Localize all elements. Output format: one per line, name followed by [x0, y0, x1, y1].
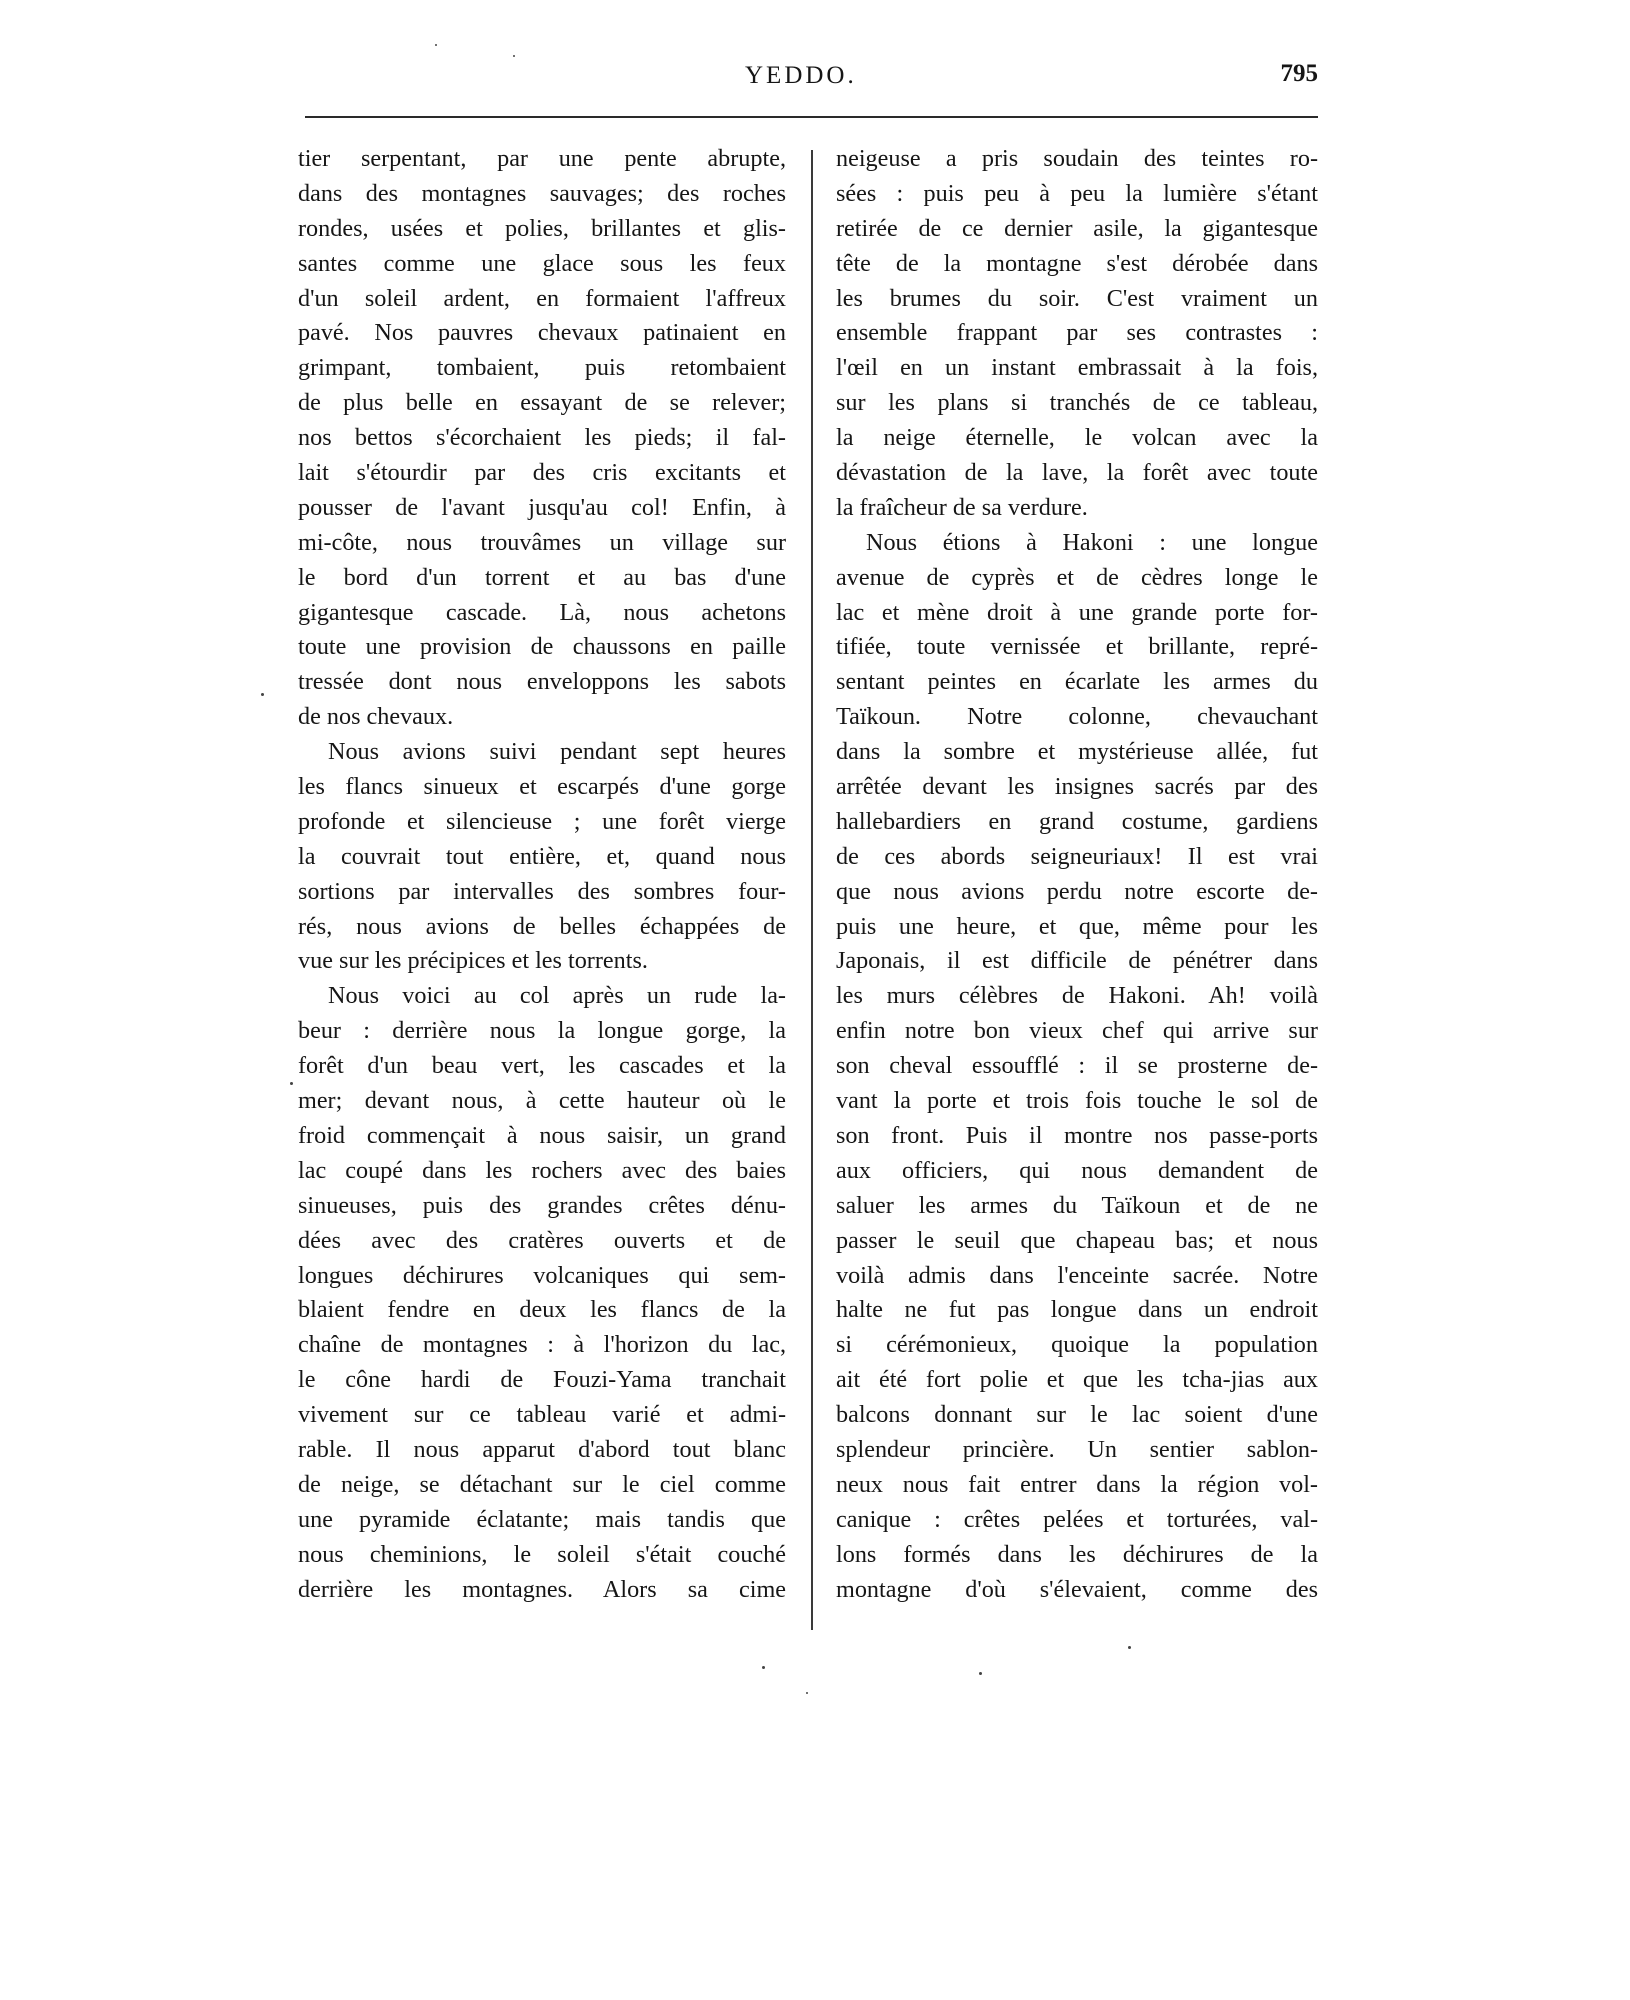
left-column	[298, 142, 786, 1607]
text-line: Taïkoun. Notre colonne, chevauchant	[836, 703, 1318, 731]
text-line: saluer les armes du Taïkoun et de ne	[836, 1191, 1318, 1219]
text-line: forêt d'un beau vert, les cascades et la	[298, 1052, 786, 1080]
text-line: rés, nous avions de belles échappées de	[298, 912, 786, 940]
text-line: la fraîcheur de sa verdure.	[836, 493, 1088, 521]
text-line: voilà admis dans l'enceinte sacrée. Notre	[836, 1261, 1318, 1289]
text-line: longues déchirures volcaniques qui sem-	[298, 1261, 786, 1289]
text-line: ait été fort polie et que les tcha-jias aux	[836, 1366, 1318, 1394]
text-line: enfin notre bon vieux chef qui arrive sur	[836, 1017, 1318, 1045]
text-line: toute une provision de chaussons en paille	[298, 633, 786, 661]
text-line: santes comme une glace sous les feux	[298, 249, 786, 277]
text-line: blaient fendre en deux les flancs de la	[298, 1296, 786, 1324]
text-line: avenue de cyprès et de cèdres longe le	[836, 563, 1318, 591]
text-line: la neige éternelle, le volcan avec la	[836, 424, 1318, 452]
text-line: son front. Puis il montre nos passe-ports	[836, 1121, 1318, 1149]
scan-speck	[806, 1692, 808, 1694]
text-line: gigantesque cascade. Là, nous achetons	[298, 598, 786, 626]
text-line: lac et mène droit à une grande porte for-	[836, 598, 1318, 626]
text-line: balcons donnant sur le lac soient d'une	[836, 1401, 1318, 1429]
text-line: aux officiers, qui nous demandent de	[836, 1156, 1318, 1184]
text-line: lac coupé dans les rochers avec des baies	[298, 1156, 786, 1184]
column-divider	[811, 150, 813, 1630]
text-line: Nous étions à Hakoni : une longue	[866, 528, 1318, 556]
text-line: mer; devant nous, à cette hauteur où le	[298, 1087, 786, 1115]
text-line: pavé. Nos pauvres chevaux patinaient en	[298, 319, 786, 347]
page-number: 795	[1280, 60, 1318, 87]
text-line: les murs célèbres de Hakoni. Ah! voilà	[836, 982, 1318, 1010]
text-line: le bord d'un torrent et au bas d'une	[298, 563, 786, 591]
running-title: YEDDO.	[745, 62, 857, 89]
text-line: nos bettos s'écorchaient les pieds; il fal-	[298, 424, 786, 452]
text-line: l'œil en un instant embrassait à la fois,	[836, 354, 1318, 382]
scan-speck	[979, 1672, 982, 1675]
text-line: sortions par intervalles des sombres four-	[298, 877, 786, 905]
text-line: chaîne de montagnes : à l'horizon du lac,	[298, 1331, 786, 1359]
text-line: Nous avions suivi pendant sept heures	[328, 738, 786, 766]
text-line: si cérémonieux, quoique la population	[836, 1331, 1318, 1359]
text-line: tête de la montagne s'est dérobée dans	[836, 249, 1318, 277]
text-line: rable. Il nous apparut d'abord tout blanc	[298, 1435, 786, 1463]
text-line: sinueuses, puis des grandes crêtes dénu-	[298, 1191, 786, 1219]
text-line: grimpant, tombaient, puis retombaient	[298, 354, 786, 382]
text-line: profonde et silencieuse ; une forêt vierge	[298, 807, 786, 835]
text-line: Japonais, il est difficile de pénétrer dans	[836, 947, 1318, 975]
text-line: froid commençait à nous saisir, un grand	[298, 1121, 786, 1149]
text-line: tressée dont nous enveloppons les sabots	[298, 668, 786, 696]
text-line: une pyramide éclatante; mais tandis que	[298, 1505, 786, 1533]
text-line: rondes, usées et polies, brillantes et glis-	[298, 214, 786, 242]
text-line: le cône hardi de Fouzi-Yama tranchait	[298, 1366, 786, 1394]
text-line: vant la porte et trois fois touche le sol de	[836, 1087, 1318, 1115]
text-line: neigeuse a pris soudain des teintes ro-	[836, 145, 1318, 172]
scan-speck	[513, 55, 515, 57]
header-rule	[305, 116, 1318, 118]
text-line: sées : puis peu à peu la lumière s'étant	[836, 179, 1318, 207]
text-line: arrêtée devant les insignes sacrés par des	[836, 773, 1318, 801]
text-line: retirée de ce dernier asile, la gigantesque	[836, 214, 1318, 242]
text-line: mi-côte, nous trouvâmes un village sur	[298, 528, 786, 556]
text-line: les flancs sinueux et escarpés d'une gorge	[298, 773, 786, 801]
text-line: derrière les montagnes. Alors sa cime	[298, 1575, 786, 1603]
text-line: neux nous fait entrer dans la région vol-	[836, 1470, 1318, 1498]
text-line: de nos chevaux.	[298, 703, 454, 731]
text-line: montagne d'où s'élevaient, comme des	[836, 1575, 1318, 1603]
text-line: de plus belle en essayant de se relever;	[298, 389, 786, 417]
text-line: vue sur les précipices et les torrents.	[298, 947, 648, 975]
text-line: tier serpentant, par une pente abrupte,	[298, 145, 786, 172]
scan-speck	[1128, 1646, 1131, 1649]
text-line: les brumes du soir. C'est vraiment un	[836, 284, 1318, 312]
text-line: tifiée, toute vernissée et brillante, repré-	[836, 633, 1318, 661]
text-line: beur : derrière nous la longue gorge, la	[298, 1017, 786, 1045]
text-line: dées avec des cratères ouverts et de	[298, 1226, 786, 1254]
text-line: sentant peintes en écarlate les armes du	[836, 668, 1318, 696]
text-line: la couvrait tout entière, et, quand nous	[298, 842, 786, 870]
scan-speck	[261, 693, 264, 696]
text-line: dévastation de la lave, la forêt avec toute	[836, 459, 1318, 487]
scan-speck	[435, 44, 437, 46]
right-column	[836, 142, 1318, 1607]
text-line: lons formés dans les déchirures de la	[836, 1540, 1318, 1568]
text-line: passer le seuil que chapeau bas; et nous	[836, 1226, 1318, 1254]
text-line: Nous voici au col après un rude la-	[328, 982, 786, 1010]
text-line: sur les plans si tranchés de ce tableau,	[836, 389, 1318, 417]
text-line: de neige, se détachant sur le ciel comme	[298, 1470, 786, 1498]
text-line: dans la sombre et mystérieuse allée, fut	[836, 738, 1318, 766]
text-line: que nous avions perdu notre escorte de-	[836, 877, 1318, 905]
running-head	[0, 56, 1630, 96]
scan-speck	[290, 1082, 293, 1085]
text-line: halte ne fut pas longue dans un endroit	[836, 1296, 1318, 1324]
text-line: dans des montagnes sauvages; des roches	[298, 179, 786, 207]
text-line: hallebardiers en grand costume, gardiens	[836, 807, 1318, 835]
text-line: puis une heure, et que, même pour les	[836, 912, 1318, 940]
text-line: de ces abords seigneuriaux! Il est vrai	[836, 842, 1318, 870]
text-line: son cheval essoufflé : il se prosterne de-	[836, 1052, 1318, 1080]
scan-speck	[762, 1666, 765, 1669]
text-line: ensemble frappant par ses contrastes :	[836, 319, 1318, 347]
text-line: pousser de l'avant jusqu'au col! Enfin, à	[298, 493, 786, 521]
text-line: nous cheminions, le soleil s'était couché	[298, 1540, 786, 1568]
text-line: canique : crêtes pelées et torturées, val-	[836, 1505, 1318, 1533]
text-line: d'un soleil ardent, en formaient l'affreux	[298, 284, 786, 312]
text-line: splendeur princière. Un sentier sablon-	[836, 1435, 1318, 1463]
text-line: vivement sur ce tableau varié et admi-	[298, 1401, 786, 1429]
text-line: lait s'étourdir par des cris excitants et	[298, 459, 786, 487]
